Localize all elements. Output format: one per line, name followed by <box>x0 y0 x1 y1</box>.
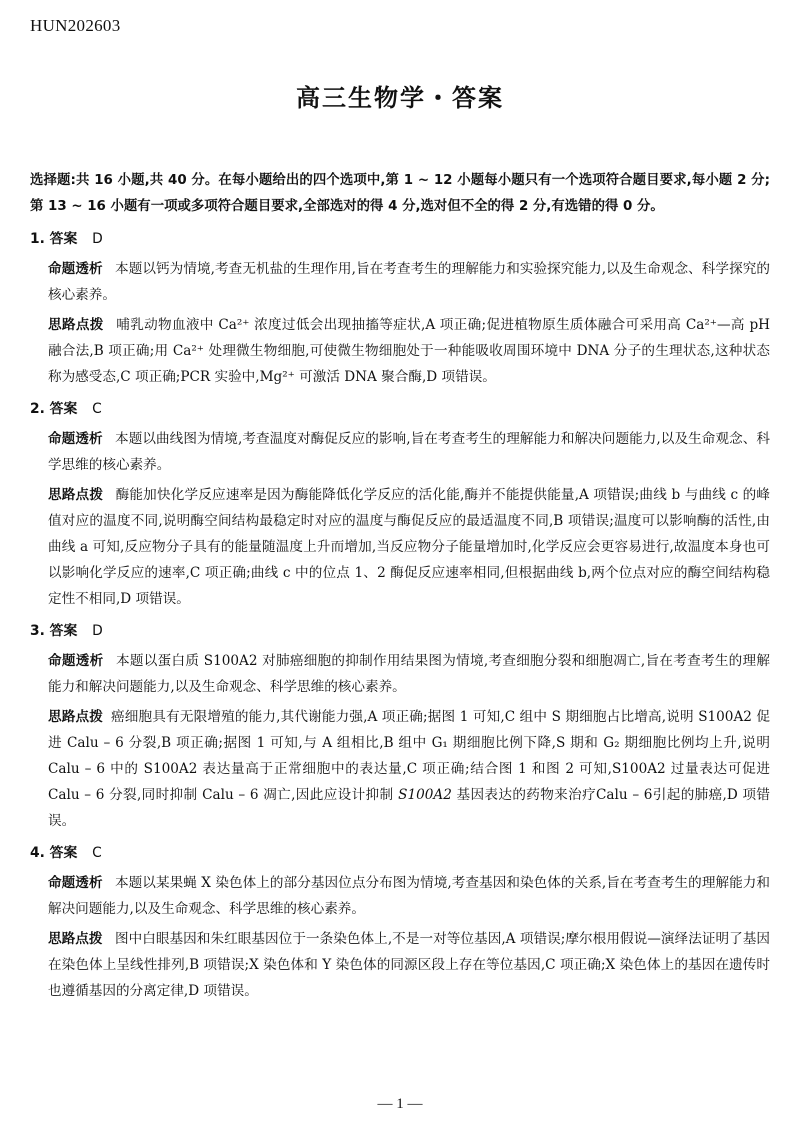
hint-paragraph <box>30 704 770 834</box>
answer-label: 答案 <box>49 623 78 639</box>
analysis-paragraph <box>30 648 770 700</box>
answer-content <box>30 168 770 1008</box>
answer-label: 答案 <box>49 845 78 861</box>
question-2 <box>30 396 770 612</box>
answer-value: C <box>92 401 102 417</box>
analysis-label: 命题透析 <box>48 653 104 669</box>
answer-value: D <box>92 623 103 639</box>
hint-paragraph <box>30 482 770 612</box>
hint-label: 思路点拨 <box>48 487 104 503</box>
gene-name-italic: S100A2 <box>398 787 452 803</box>
hint-label: 思路点拨 <box>48 931 103 947</box>
document-code: HUN202603 <box>30 16 121 35</box>
question-1 <box>30 226 770 390</box>
hint-paragraph <box>30 312 770 390</box>
answer-label: 答案 <box>49 401 78 417</box>
instructions-paragraph: 选择题:共 16 小题,共 40 分。在每小题给出的四个选项中,第 1 ~ 12 小题每小题只有一个选项符合题目要求,每小题 2 分;第 13 ~ 16 小题有一项或多项符合题目要求,全部选对的得 4 分,选对但不全的得 2 分,有选错的得 0 分。 <box>30 173 770 214</box>
hint-text: 哺乳动物血液中 Ca²⁺ 浓度过低会出现抽搐等症状,A 项正确;促进植物原生质体融合可采用高 Ca²⁺—高 pH 融合法,B 项正确;用 Ca²⁺ 处理微生物细胞,可使微生物细胞处于一种能吸收周围环境中 DNA 分子的生理状态,这种状态称为感受态,C 项正确;PCR 实验中,Mg²⁺ 可激活 DNA 聚合酶,D 项错误。 <box>48 317 770 385</box>
hint-text-continued: 基因表达的药物来治疗Calu – 6引起的肺癌,D 项错误。 <box>48 787 770 829</box>
answer-value: D <box>92 231 103 247</box>
question-3 <box>30 618 770 834</box>
analysis-label: 命题透析 <box>48 431 103 447</box>
answer-line <box>30 226 770 252</box>
answer-line <box>30 396 770 422</box>
analysis-text: 本题以钙为情境,考查无机盐的生理作用,旨在考查考生的理解能力和实验探究能力,以及生命观念、科学探究的核心素养。 <box>48 261 771 303</box>
answer-value: C <box>92 845 102 861</box>
answer-label: 答案 <box>49 231 78 247</box>
analysis-text: 本题以蛋白质 S100A2 对肺癌细胞的抑制作用结果图为情境,考查细胞分裂和细胞凋亡,旨在考查考生的理解能力和解决问题能力,以及生命观念、科学思维的核心素养。 <box>48 653 770 695</box>
hint-label: 思路点拨 <box>48 709 104 725</box>
answer-line <box>30 618 770 644</box>
hint-text: 癌细胞具有无限增殖的能力,其代谢能力强,A 项正确;据图 1 可知,C 组中 S 期细胞占比增高,说明 S100A2 促进 Calu – 6 分裂,B 项正确;据图 1 可知,与 A 组相比,B 组中 G₁ 期细胞比例下降,S 期和 G₂ 期细胞比例均上升,说明 Calu – 6 中的 S100A2 表达量高于正常细胞中的表达量,C 项正确;结合图 1 和图 2 可知,S100A2 过量表达可促进 Calu – 6 分裂,同时抑制 Calu – 6 凋亡,因此应设计抑制 <box>48 709 770 803</box>
analysis-paragraph <box>30 870 770 922</box>
analysis-label: 命题透析 <box>48 261 103 277</box>
analysis-paragraph <box>30 426 770 478</box>
question-4 <box>30 840 770 1004</box>
hint-text: 酶能加快化学反应速率是因为酶能降低化学反应的活化能,酶并不能提供能量,A 项错误;曲线 b 与曲线 c 的峰值对应的温度不同,说明酶空间结构最稳定时对应的温度与酶促反应的最适温度不同,B 项错误;温度可以影响酶的活性,由曲线 a 可知,反应物分子具有的能量随温度上升而增加,当反应物分子能量增加时,化学反应会更容易进行,故温度本身也可以影响化学反应的速率,C 项正确;曲线 c 中的位点 1、2 酶促反应速率相同,但根据曲线 b,两个位点对应的酶空间结构稳定性不相同,D 项错误。 <box>48 487 771 607</box>
analysis-label: 命题透析 <box>48 875 103 891</box>
hint-text: 图中白眼基因和朱红眼基因位于一条染色体上,不是一对等位基因,A 项错误;摩尔根用假说—演绎法证明了基因在染色体上呈线性排列,B 项错误;X 染色体和 Y 染色体的同源区段上存在等位基因,C 项正确;X 染色体上的基因在遗传时也遵循基因的分离定律,D 项错误。 <box>48 931 770 999</box>
page-number: — 1 — <box>377 1096 423 1112</box>
hint-paragraph <box>30 926 770 1004</box>
question-number: 3. <box>30 623 45 639</box>
question-number: 4. <box>30 845 45 861</box>
answer-line <box>30 840 770 866</box>
analysis-text: 本题以某果蝇 X 染色体上的部分基因位点分布图为情境,考查基因和染色体的关系,旨在考查考生的理解能力和解决问题能力,以及生命观念、科学思维的核心素养。 <box>48 875 771 917</box>
analysis-paragraph <box>30 256 770 308</box>
question-number: 1. <box>30 231 45 247</box>
hint-label: 思路点拨 <box>48 317 104 333</box>
analysis-text: 本题以曲线图为情境,考查温度对酶促反应的影响,旨在考查考生的理解能力和解决问题能力,以及生命观念、科学思维的核心素养。 <box>48 431 771 473</box>
question-number: 2. <box>30 401 45 417</box>
page-title: 高三生物学・答案 <box>296 84 504 112</box>
